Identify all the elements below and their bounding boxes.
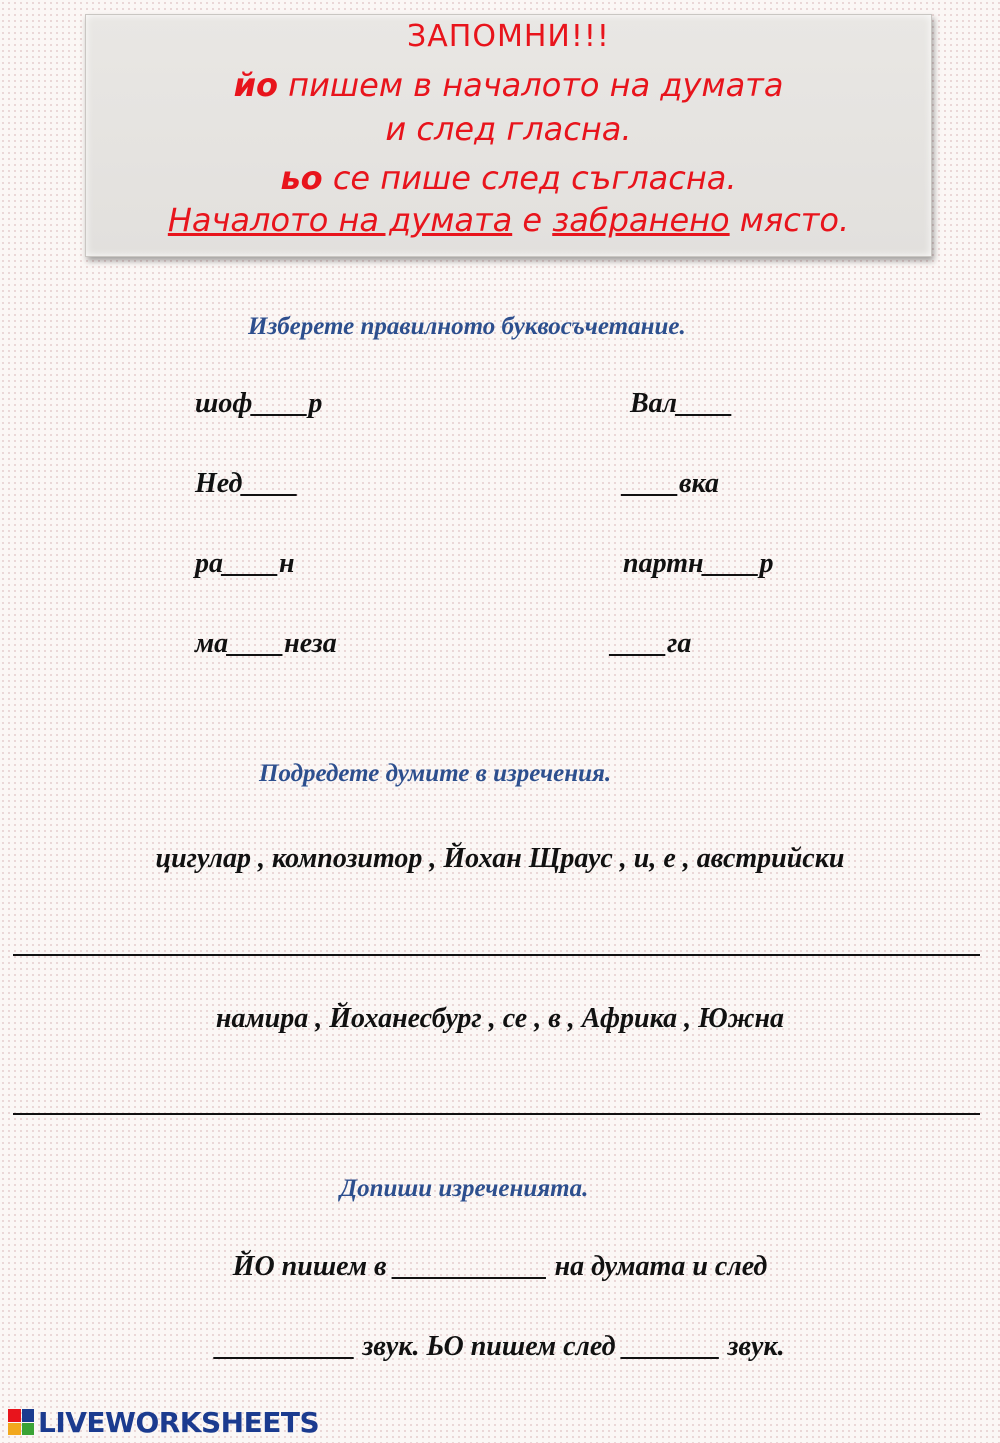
rule-forbidden-u1: Началото на думата [167,201,513,239]
sentence1-answer-line[interactable] [13,954,980,956]
rule-line-forbidden [86,202,931,238]
fill-word-2[interactable]: Нед____ [195,468,299,499]
rule-io-text: се пише след съгласна. [322,159,737,197]
fill-word-6[interactable]: ____вка [623,468,720,499]
rule-line-vowel: и след гласна. [385,110,632,148]
section2-heading: Подредете думите в изречения. [259,760,612,787]
rule-line-io [86,160,931,196]
rule-forbidden-mid: е [512,201,553,239]
logo-square-1 [8,1409,21,1422]
section3-heading: Допиши изреченията. [340,1175,589,1202]
complete-line-2[interactable]: __________ звук. ЬО пишем след _______ звук. [215,1331,785,1362]
logo-square-2 [22,1409,35,1422]
rule-box [85,14,932,257]
fill-word-8[interactable]: ____га [611,628,692,659]
logo-text: LIVEWORKSHEETS [38,1405,320,1439]
sentence2-words: намира , Йоханесбург , се , в , Африка , Южна [215,1003,785,1034]
sentence2-answer-line[interactable] [13,1113,980,1115]
rule-title: ЗАПОМНИ!!! [407,19,610,54]
rule-io-bold: ьо [280,159,323,197]
liveworksheets-logo [8,1405,319,1439]
rule-forbidden-end: място. [729,201,850,239]
fill-word-4[interactable]: ма____неза [195,628,337,659]
sentence1-words: цигулар , композитор , Йохан Щраус , и, е , австрийски [155,843,845,874]
rule-forbidden-u2: забранено [552,201,730,239]
rule-yo-bold: йо [233,66,278,104]
rule-line-yo [86,67,931,103]
rule-yo-text: пишем в началото на думата [277,66,784,104]
fill-word-1[interactable]: шоф____р [195,388,323,419]
logo-square-4 [22,1423,35,1436]
logo-square-3 [8,1423,21,1436]
fill-word-5[interactable]: Вал____ [630,388,734,419]
section1-heading: Изберете правилното буквосъчетание. [248,313,686,340]
fill-word-7[interactable]: партн____р [623,548,774,579]
fill-word-3[interactable]: ра____н [195,548,295,579]
logo-icon [8,1409,34,1435]
complete-line-1[interactable]: ЙО пишем в ___________ на думата и след [232,1251,768,1282]
